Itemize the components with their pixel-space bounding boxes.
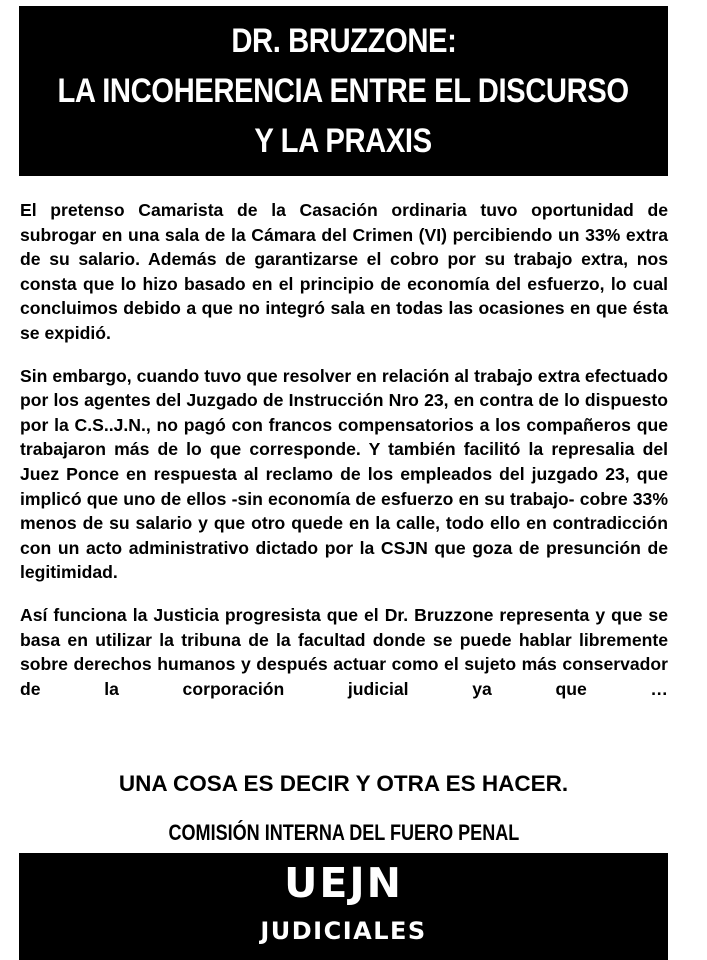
headline-line-2: LA INCOHERENCIA ENTRE EL DISCURSO [57,72,630,110]
header-banner [19,6,668,176]
signature [0,815,687,851]
headline-line-3: Y LA PRAXIS [254,122,433,160]
article-body [20,198,668,701]
paragraph-3: Así funciona la Justicia progresista que el Dr. Bruzzone representa y que se basa en utilizar la tribuna de la facultad donde se puede hablar libremente sobre derechos humanos y después actuar como el sujeto más conservador de la corporación judicial ya que … [20,604,668,699]
paragraph-1: El pretenso Camarista de la Casación ordinaria tuvo oportunidad de subrogar en una sala de la Cámara del Crimen (VI) percibiendo un 33% extra de su salario. Además de garantizarse el cobro por su trabajo extra, nos consta que lo hizo basado en el principio de economía del esfuerzo, lo cual concluimos debido a que no integró sala en todas las ocasiones en que ésta se expidió. [20,200,668,343]
slogan: UNA COSA ES DECIR Y OTRA ES HACER. [118,771,569,796]
headline-line-1: DR. BRUZZONE: [230,22,457,60]
union-name: UEJN [284,859,403,907]
signature-text: COMISIÓN INTERNA DEL FUERO PENAL [168,820,519,845]
paragraph-2: Sin embargo, cuando tuvo que resolver en relación al trabajo extra efectuado por los agentes del Juzgado de Instrucción Nro 23, en contra de lo dispuesto por la C.S..J.N., no pagó con francos compensatorios a los compañeros que trabajaron más de lo que corresponde. Y también facilitó la represalia del Juez Ponce en respuesta al reclamo de los empleados del juzgado 23, que implicó que uno de ellos -sin economía de esfuerzo en su trabajo- cobre 33% menos de su salario y que otro quede en la calle, todo ello en contradicción con un acto administrativo dictado por la CSJN que goza de presunción de legitimidad. [20,365,668,583]
union-subtitle: JUDICIALES [260,917,427,945]
footer-banner [19,853,668,960]
